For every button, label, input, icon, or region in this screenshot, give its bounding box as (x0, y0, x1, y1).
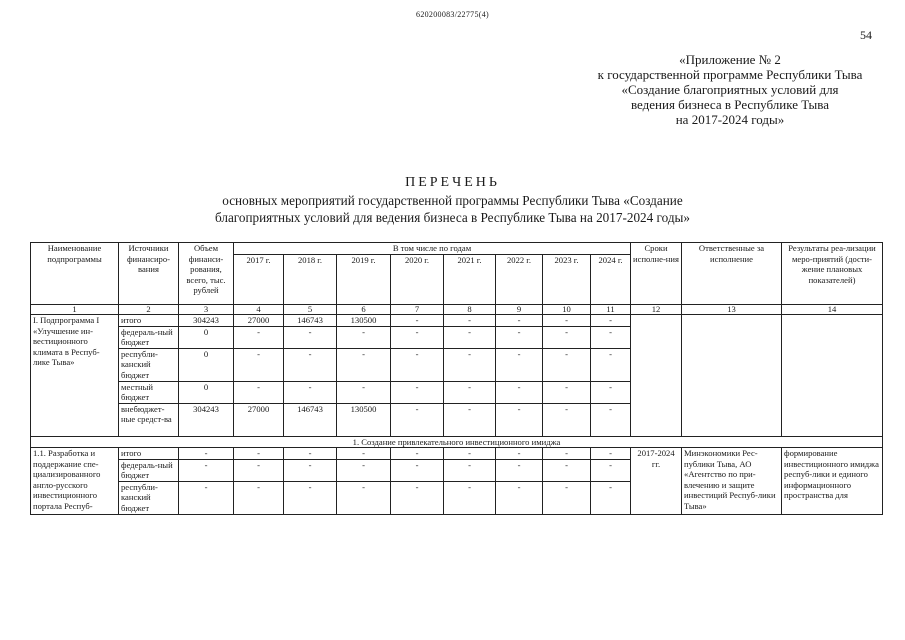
year-value-cell: - (543, 481, 591, 514)
year-value-cell: - (496, 481, 543, 514)
year-value-cell: - (391, 315, 444, 327)
header-cell-year: 2024 г. (591, 255, 631, 305)
year-value-cell: - (284, 348, 337, 381)
appendix-line: к государственной программе Республики Тыва (597, 67, 863, 82)
responsible-cell (682, 315, 782, 437)
year-value-cell: - (284, 481, 337, 514)
document-id: 620200083/22775(4) (416, 10, 489, 19)
total-cell: - (179, 459, 234, 481)
year-value-cell: - (391, 348, 444, 381)
column-number: 3 (179, 305, 234, 315)
header-cell-name: Наименование подпрограммы (31, 243, 119, 305)
appendix-line: «Создание благоприятных условий для (621, 82, 839, 97)
document-title (0, 174, 905, 226)
total-cell: 304243 (179, 403, 234, 436)
year-value-cell: - (591, 381, 631, 403)
table-row (31, 315, 883, 327)
year-value-cell: - (543, 326, 591, 348)
year-value-cell: - (543, 403, 591, 436)
year-value-cell: - (337, 448, 391, 460)
column-number: 10 (543, 305, 591, 315)
title-main: ПЕРЕЧЕНЬ (405, 175, 500, 190)
year-value-cell: 130500 (337, 315, 391, 327)
year-value-cell: - (543, 348, 591, 381)
header-cell-year: 2017 г. (234, 255, 284, 305)
year-value-cell: 27000 (234, 403, 284, 436)
column-number: 11 (591, 305, 631, 315)
total-cell: 0 (179, 381, 234, 403)
year-value-cell: 146743 (284, 403, 337, 436)
title-subtitle-line: основных мероприятий государственной программы Республики Тыва «Создание (222, 193, 683, 208)
year-value-cell: - (444, 348, 496, 381)
year-value-cell: - (591, 315, 631, 327)
year-value-cell: - (496, 448, 543, 460)
column-number-row (31, 305, 883, 315)
total-cell: - (179, 481, 234, 514)
year-value-cell: - (496, 348, 543, 381)
year-value-cell: - (496, 459, 543, 481)
source-cell: республи-канский бюджет (119, 481, 179, 514)
year-value-cell: - (337, 481, 391, 514)
column-number: 5 (284, 305, 337, 315)
measures-table (30, 242, 883, 515)
year-value-cell: - (496, 315, 543, 327)
column-number: 2 (119, 305, 179, 315)
year-value-cell: - (444, 448, 496, 460)
column-number: 4 (234, 305, 284, 315)
year-value-cell: - (234, 448, 284, 460)
year-value-cell: - (543, 315, 591, 327)
year-value-cell: - (391, 448, 444, 460)
year-value-cell: - (284, 326, 337, 348)
year-value-cell: 130500 (337, 403, 391, 436)
appendix-heading (530, 52, 905, 127)
year-value-cell: - (444, 403, 496, 436)
total-cell: - (179, 448, 234, 460)
year-value-cell: - (496, 381, 543, 403)
year-value-cell: - (284, 381, 337, 403)
year-value-cell: - (284, 459, 337, 481)
header-cell-year: 2018 г. (284, 255, 337, 305)
year-value-cell: - (496, 326, 543, 348)
year-value-cell: - (591, 459, 631, 481)
total-cell: 0 (179, 348, 234, 381)
column-number: 7 (391, 305, 444, 315)
source-cell: итого (119, 315, 179, 327)
year-value-cell: - (391, 403, 444, 436)
year-value-cell: - (444, 381, 496, 403)
year-value-cell: - (444, 326, 496, 348)
header-cell-responsible: Ответственные за исполнение (682, 243, 782, 305)
title-subtitle-line: благоприятных условий для ведения бизнеса в Республике Тыва на 2017-2024 годы» (214, 210, 690, 225)
year-value-cell: - (337, 348, 391, 381)
year-value-cell: - (337, 381, 391, 403)
section-title: 1. Создание привлекательного инвестиционного имиджа (31, 436, 883, 448)
year-value-cell: - (591, 326, 631, 348)
appendix-line: «Приложение № 2 (679, 52, 781, 67)
measure-name: 1.1. Разработка и поддержание спе-циализированного англо-русского инвестиционного портала Респуб- (31, 448, 119, 515)
year-value-cell: - (391, 326, 444, 348)
year-value-cell: - (543, 459, 591, 481)
results-cell (782, 315, 883, 437)
column-number: 1 (31, 305, 119, 315)
subprogram-name: I. Подпрограмма I «Улучшение ин-вестиционного климата в Респуб-лике Тыва» (31, 315, 119, 437)
year-value-cell: - (591, 481, 631, 514)
year-value-cell: - (391, 481, 444, 514)
column-number: 14 (782, 305, 883, 315)
appendix-line: ведения бизнеса в Республике Тыва (630, 97, 829, 112)
section-row (31, 436, 883, 448)
source-cell: итого (119, 448, 179, 460)
table-row (31, 448, 883, 460)
year-value-cell: - (284, 448, 337, 460)
column-number: 9 (496, 305, 543, 315)
source-cell: федераль-ный бюджет (119, 459, 179, 481)
results-cell: формирование инвестиционного имиджа респуб-лики и единого информационного пространства для (782, 448, 883, 515)
header-cell-sources: Источники финансиро-вания (119, 243, 179, 305)
year-value-cell: - (391, 459, 444, 481)
header-cell-year: 2022 г. (496, 255, 543, 305)
year-value-cell: - (444, 459, 496, 481)
source-cell: местный бюджет (119, 381, 179, 403)
header-cell-by-years: В том числе по годам (234, 243, 631, 255)
year-value-cell: - (444, 315, 496, 327)
year-value-cell: - (444, 481, 496, 514)
responsible-cell: Минэкономики Рес-публики Тыва, АО «Агентство по при-влечению и защите инвестиций Респуб-лики Тыва» (682, 448, 782, 515)
deadline-cell (631, 315, 682, 437)
year-value-cell: - (337, 459, 391, 481)
total-cell: 0 (179, 326, 234, 348)
header-cell-year: 2021 г. (444, 255, 496, 305)
year-value-cell: - (234, 326, 284, 348)
year-value-cell: - (234, 381, 284, 403)
column-number: 12 (631, 305, 682, 315)
header-cell-volume: Объем финанси-рования, всего, тыс. рублей (179, 243, 234, 305)
column-number: 8 (444, 305, 496, 315)
year-value-cell: - (496, 403, 543, 436)
appendix-line: на 2017-2024 годы» (675, 112, 785, 127)
year-value-cell: - (234, 348, 284, 381)
year-value-cell: - (591, 448, 631, 460)
year-value-cell: - (591, 403, 631, 436)
header-cell-year: 2023 г. (543, 255, 591, 305)
column-number: 13 (682, 305, 782, 315)
page-number: 54 (860, 28, 872, 42)
source-cell: республи-канский бюджет (119, 348, 179, 381)
source-cell: внебюджет-ные средст-ва (119, 403, 179, 436)
header-cell-year: 2020 г. (391, 255, 444, 305)
total-cell: 304243 (179, 315, 234, 327)
year-value-cell: - (391, 381, 444, 403)
year-value-cell: 27000 (234, 315, 284, 327)
deadline-cell: 2017-2024 гг. (631, 448, 682, 515)
year-value-cell: - (591, 348, 631, 381)
year-value-cell: - (543, 381, 591, 403)
year-value-cell: - (234, 481, 284, 514)
year-value-cell: - (543, 448, 591, 460)
header-cell-deadlines: Сроки исполне-ния (631, 243, 682, 305)
source-cell: федераль-ный бюджет (119, 326, 179, 348)
column-number: 6 (337, 305, 391, 315)
year-value-cell: - (337, 326, 391, 348)
header-cell-year: 2019 г. (337, 255, 391, 305)
year-value-cell: - (234, 459, 284, 481)
year-value-cell: 146743 (284, 315, 337, 327)
header-cell-results: Результаты реа-лизации меро-приятий (дости-жение плановых показателей) (782, 243, 883, 305)
table-header-row (31, 243, 883, 255)
